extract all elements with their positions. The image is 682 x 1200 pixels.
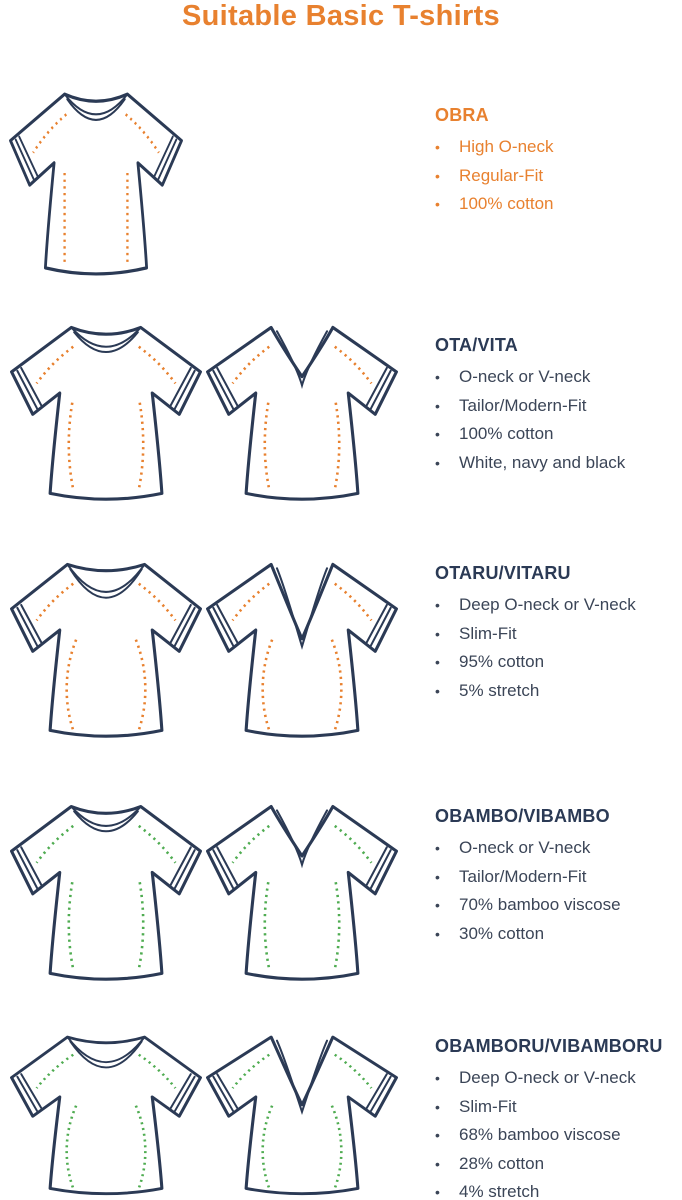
bullet-dot: • — [435, 654, 440, 671]
product-name: OBRA — [435, 105, 489, 125]
feature-item — [435, 133, 682, 162]
bullet-dot: • — [435, 139, 440, 155]
feature-text: Slim-Fit — [459, 1096, 517, 1116]
bullet-dot: • — [435, 625, 440, 642]
feature-item — [435, 863, 682, 892]
feature-item — [435, 920, 682, 949]
product-info — [435, 806, 682, 948]
feature-list — [435, 834, 682, 948]
bullet-dot: • — [435, 682, 440, 699]
bullet-dot: • — [435, 840, 440, 856]
bullet-dot: • — [435, 1184, 440, 1200]
feature-text: O-neck or V-neck — [459, 838, 591, 857]
tshirt-deep-o-neck-graphic — [0, 1023, 212, 1199]
feature-text: Tailor/Modern-Fit — [459, 395, 587, 415]
feature-item — [435, 834, 682, 863]
feature-item — [435, 1121, 682, 1150]
feature-list — [435, 1064, 682, 1200]
tshirt-deep-o-neck-graphic — [0, 549, 212, 742]
bullet-dot: • — [435, 597, 440, 613]
bullet-dot: • — [435, 897, 440, 914]
feature-text: 4% stretch — [459, 1182, 540, 1200]
product-info — [435, 1036, 682, 1200]
tshirt-deep-v-neck-graphic — [196, 1023, 408, 1199]
product-name: OTARU/VITARU — [435, 563, 571, 583]
tshirt-o-neck-graphic — [0, 791, 212, 985]
feature-text: High O-neck — [459, 137, 554, 156]
feature-item — [435, 677, 682, 706]
bullet-dot: • — [435, 868, 440, 885]
feature-item — [435, 891, 682, 920]
feature-item — [435, 591, 682, 620]
feature-item — [435, 1150, 682, 1179]
feature-item — [435, 190, 682, 219]
feature-item — [435, 363, 682, 392]
bullet-dot: • — [435, 167, 440, 184]
bullet-dot: • — [435, 426, 440, 443]
feature-item — [435, 449, 682, 478]
feature-item — [435, 620, 682, 649]
feature-item — [435, 1178, 682, 1200]
bullet-dot: • — [435, 196, 440, 213]
feature-text: White, navy and black — [459, 452, 626, 472]
bullet-dot: • — [435, 1070, 440, 1086]
product-info — [435, 563, 682, 705]
feature-list — [435, 591, 682, 705]
feature-text: 100% cotton — [459, 194, 554, 214]
product-name: OTA/VITA — [435, 335, 518, 355]
feature-list — [435, 363, 682, 477]
feature-item — [435, 648, 682, 677]
feature-text: 30% cotton — [459, 923, 545, 943]
bullet-dot: • — [435, 1155, 440, 1172]
feature-text: 100% cotton — [459, 424, 554, 444]
feature-item — [435, 1093, 682, 1122]
feature-list — [435, 133, 682, 219]
bullet-dot: • — [435, 1098, 440, 1115]
feature-text: O-neck or V-neck — [459, 367, 591, 386]
product-info — [435, 335, 682, 477]
tshirt-o-neck-graphic — [0, 312, 212, 505]
product-name: OBAMBORU/VIBAMBORU — [435, 1036, 663, 1056]
feature-text: Deep O-neck or V-neck — [459, 595, 636, 614]
feature-item — [435, 162, 682, 191]
feature-text: 5% stretch — [459, 680, 540, 700]
bullet-dot: • — [435, 925, 440, 942]
bullet-dot: • — [435, 397, 440, 414]
feature-item — [435, 1064, 682, 1093]
tshirt-o-neck-graphic — [0, 78, 192, 280]
product-name: OBAMBO/VIBAMBO — [435, 806, 610, 826]
tshirt-v-neck-graphic — [196, 791, 408, 985]
bullet-dot: • — [435, 454, 440, 471]
tshirt-v-neck-graphic — [196, 312, 408, 505]
feature-text: Deep O-neck or V-neck — [459, 1068, 636, 1087]
bullet-dot: • — [435, 1127, 440, 1144]
bullet-dot: • — [435, 369, 440, 385]
feature-text: 68% bamboo viscose — [459, 1125, 621, 1145]
product-info — [435, 105, 682, 219]
feature-item — [435, 420, 682, 449]
feature-text: Regular-Fit — [459, 165, 544, 185]
feature-text: Tailor/Modern-Fit — [459, 866, 587, 886]
feature-item — [435, 392, 682, 421]
feature-text: Slim-Fit — [459, 623, 517, 643]
feature-text: 28% cotton — [459, 1153, 545, 1173]
page-title: Suitable Basic T-shirts — [182, 0, 500, 32]
feature-text: 95% cotton — [459, 652, 545, 672]
tshirt-deep-v-neck-graphic — [196, 549, 408, 742]
feature-text: 70% bamboo viscose — [459, 895, 621, 915]
